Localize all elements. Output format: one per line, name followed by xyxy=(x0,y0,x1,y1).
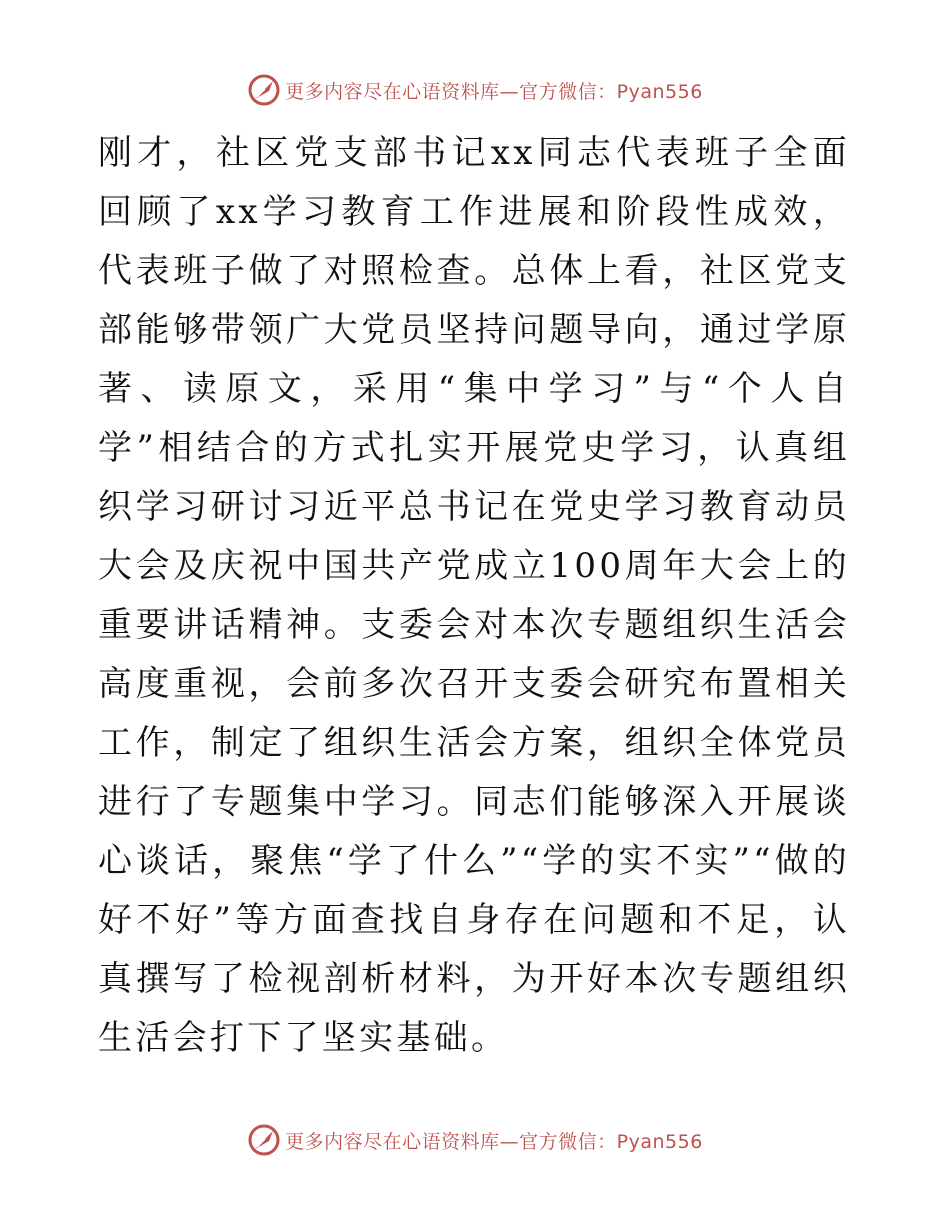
quill-pen-logo-icon xyxy=(247,73,281,107)
header-banner xyxy=(0,70,950,110)
quill-pen-logo-icon xyxy=(247,1123,281,1157)
header-banner-text: 更多内容尽在心语资料库—官方微信：Pyan556 xyxy=(285,80,703,103)
footer-banner xyxy=(0,1120,950,1160)
document-paragraph: 刚才，社区党支部书记xx同志代表班子全面回顾了xx学习教育工作进展和阶段性成效，代表班子做了对照检查。总体上看，社区党支部能够带领广大党员坚持问题导向，通过学原著、读原文，采用“集中学习”与“个人自学”相结合的方式扎实开展党史学习，认真组织学习研讨习近平总书记在党史学习教育动员大会及庆祝中国共产党成立100周年大会上的重要讲话精神。支委会对本次专题组织生活会高度重视，会前多次召开支委会研究布置相关工作，制定了组织生活会方案，组织全体党员进行了专题集中学习。同志们能够深入开展谈心谈话，聚焦“学了什么”“学的实不实”“做的好不好”等方面查找自身存在问题和不足，认真撰写了检视剖析材料，为开好本次专题组织生活会打下了坚实基础。 xyxy=(98,133,850,1058)
footer-banner-text: 更多内容尽在心语资料库—官方微信：Pyan556 xyxy=(285,1130,703,1153)
